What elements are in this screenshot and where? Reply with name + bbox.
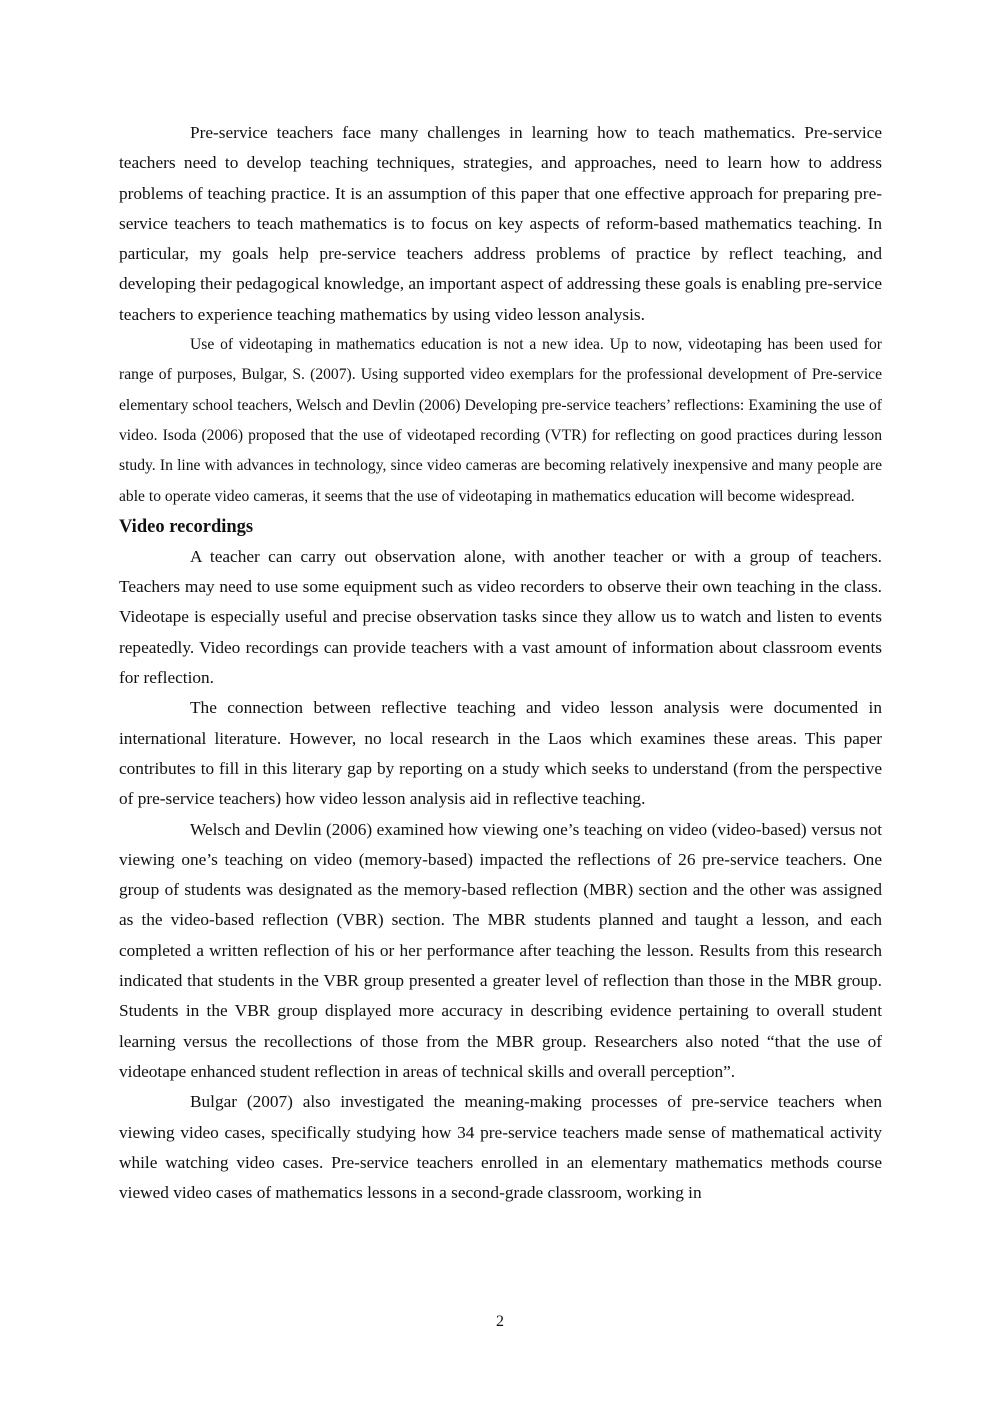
section-paragraph-4: Bulgar (2007) also investigated the meaning-making processes of pre-service teachers when viewing video cases, specifically studying how 34 pre-service teachers made sense of mathematical activity while watching video cases. Pre-service teachers enrolled in an elementary mathematics methods course viewed video cases of mathematics lessons in a second-grade classroom, working in (119, 1092, 882, 1203)
page-number: 2 (496, 1313, 504, 1330)
section-paragraph-2: The connection between reflective teaching and video lesson analysis were documented in international literature. However, no local research in the Laos which examines these areas. This paper contributes to fill in this literary gap by reporting on a study which seeks to understand (from the perspective of pre-service teachers) how video lesson analysis aid in reflective teaching. (119, 698, 882, 809)
section-paragraph-3: Welsch and Devlin (2006) examined how viewing one’s teaching on video (video-based) versus not viewing one’s teaching on video (memory-based) impacted the reflections of 26 pre-service teachers. One group of students was designated as the memory-based reflection (MBR) section and the other was assigned as the video-based reflection (VBR) section. The MBR students planned and taught a lesson, and each completed a written reflection of his or her performance after teaching the lesson. Results from this research indicated that students in the VBR group presented a greater level of reflection than those in the MBR group. Students in the VBR group displayed more accuracy in describing evidence pertaining to overall student learning versus the recollections of those from the MBR group. Researchers also noted “that the use of videotape enhanced student reflection in areas of technical skills and overall perception”. (119, 819, 882, 1081)
intro-paragraph-2: Use of videotaping in mathematics education is not a new idea. Up to now, videotaping has been used for range of purposes, Bulgar, S. (2007). Using supported video exemplars for the professional development of Pre-service elementary school teachers, Welsch and Devlin (2006) Developing pre-service teachers’ reflections: Examining the use of video. Isoda (2006) proposed that the use of videotaped recording (VTR) for reflecting on good practices during lesson study. In line with advances in technology, since video cameras are becoming relatively inexpensive and many people are able to operate video cameras, it seems that the use of videotaping in mathematics education will become widespread. (119, 336, 882, 505)
section-paragraph-1: A teacher can carry out observation alone, with another teacher or with a group of teachers. Teachers may need to use some equipment such as video recorders to observe their own teaching in the class. Videotape is especially useful and precise observation tasks since they allow us to watch and listen to events repeatedly. Video recordings can provide teachers with a vast amount of information about classroom events for reflection. (119, 546, 882, 688)
section-heading-video-recordings: Video recordings (119, 516, 254, 537)
document-body (119, 118, 882, 1208)
intro-paragraph-1: Pre-service teachers face many challenges in learning how to teach mathematics. Pre-service teachers need to develop teaching techniques, strategies, and approaches, need to learn how to address problems of teaching practice. It is an assumption of this paper that one effective approach for preparing pre-service teachers to teach mathematics is to focus on key aspects of reform-based mathematics teaching. In particular, my goals help pre-service teachers address problems of practice by reflect teaching, and developing their pedagogical knowledge, an important aspect of addressing these goals is enabling pre-service teachers to experience teaching mathematics by using video lesson analysis. (119, 123, 883, 324)
